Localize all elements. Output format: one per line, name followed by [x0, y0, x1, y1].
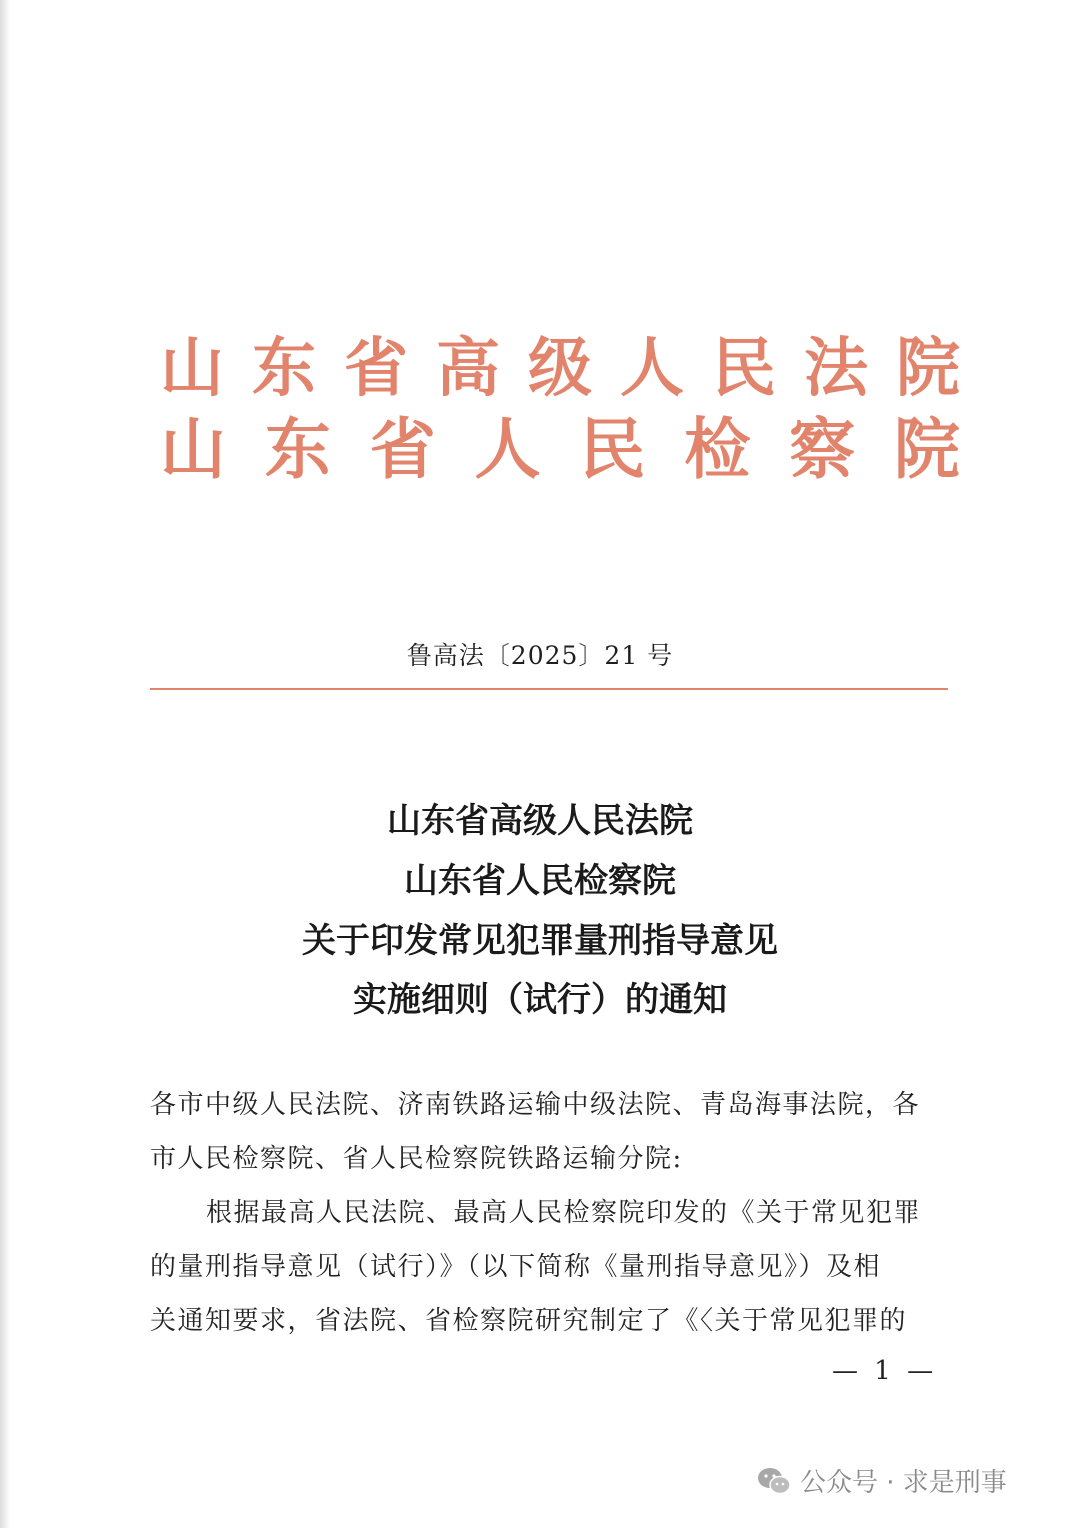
body-line-2: 市人民检察院、省人民检察院铁路运输分院: [150, 1144, 683, 1174]
header-char: 院 [896, 331, 960, 406]
header-char: 东 [252, 331, 316, 406]
header-char: 山 [160, 331, 224, 406]
header-char: 人 [474, 410, 541, 488]
title-line-1: 山东省高级人民法院 [387, 801, 693, 841]
header-char: 省 [344, 331, 408, 406]
title-line-3: 关于印发常见犯罪量刑指导意见 [302, 921, 778, 961]
watermark [756, 1462, 1007, 1499]
header-char: 院 [893, 410, 960, 488]
header-char: 高 [436, 331, 500, 406]
title-line-4: 实施细则（试行）的通知 [353, 980, 727, 1020]
header-char: 省 [369, 410, 436, 488]
header-procuratorate [160, 408, 960, 490]
header-char: 民 [712, 331, 776, 406]
header-char: 级 [528, 331, 592, 406]
red-separator-line [150, 688, 948, 690]
header-char: 法 [804, 331, 868, 406]
header-char: 民 [579, 410, 646, 488]
header-court [160, 328, 960, 410]
body-line-3: 根据最高人民法院、最高人民检察院印发的《关于常见犯罪 [206, 1198, 922, 1228]
page-edge-shadow [0, 0, 10, 1528]
body-line-1: 各市中级人民法院、济南铁路运输中级法院、青岛海事法院，各 [150, 1090, 921, 1120]
wechat-icon [756, 1466, 792, 1496]
title-line-2: 山东省人民检察院 [404, 861, 676, 901]
header-char: 检 [684, 410, 751, 488]
header-char: 东 [264, 410, 331, 488]
watermark-text: 公众号 · 求是刑事 [800, 1468, 1007, 1498]
header-char: 察 [789, 410, 856, 488]
body-line-4: 的量刑指导意见（试行）》（以下简称《量刑指导意见》）及相 [150, 1252, 882, 1282]
page-number: — 1 — [832, 1356, 938, 1386]
header-char: 山 [160, 410, 226, 488]
body-line-5: 关通知要求，省法院、省检察院研究制定了《〈关于常见犯罪的 [150, 1306, 908, 1336]
header-char: 人 [620, 331, 684, 406]
document-number: 鲁高法〔2025〕21 号 [406, 641, 674, 670]
